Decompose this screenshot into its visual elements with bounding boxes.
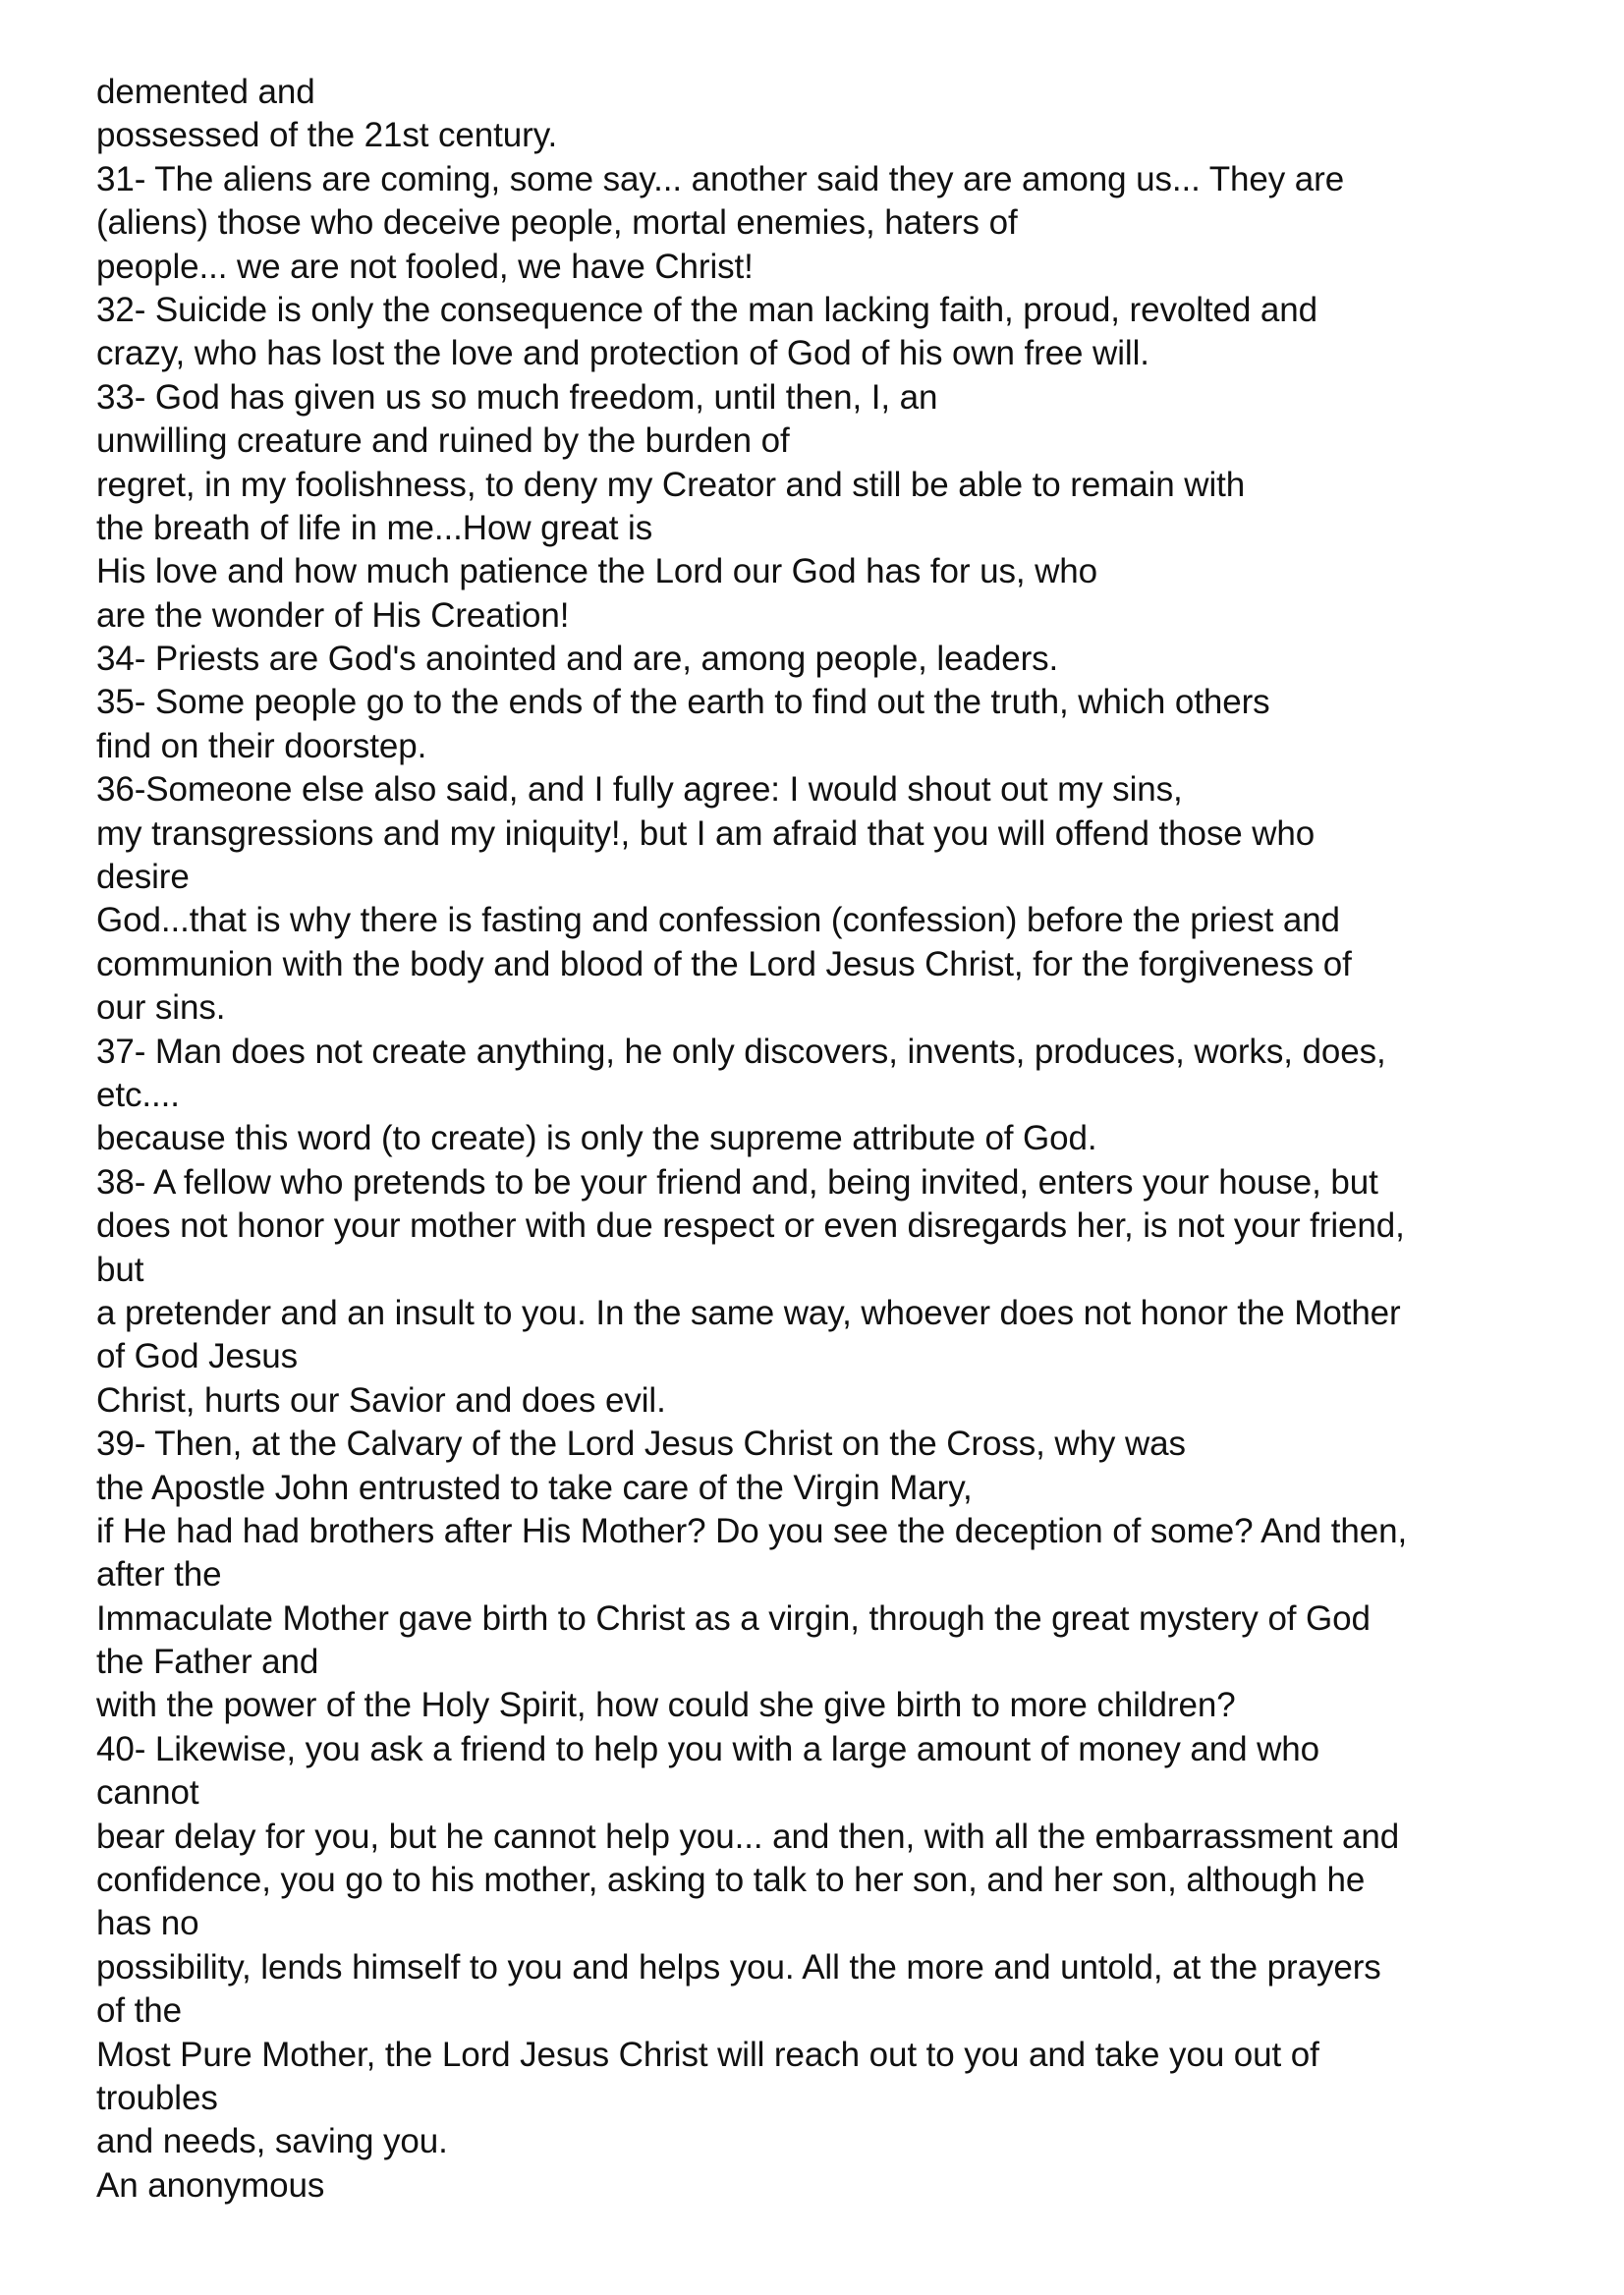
text-line: 37- Man does not create anything, he only discovers, invents, produces, works, does, (96, 1032, 1386, 1071)
text-line: a pretender and an insult to you. In the same way, whoever does not honor the Mother (96, 1293, 1401, 1332)
text-line: find on their doorstep. (96, 726, 427, 765)
text-line: possessed of the 21st century. (96, 116, 558, 155)
text-line: communion with the body and blood of the Lord Jesus Christ, for the forgiveness of (96, 944, 1352, 983)
text-line: does not honor your mother with due respect or even disregards her, is not your friend, (96, 1206, 1405, 1246)
text-line: Most Pure Mother, the Lord Jesus Christ will reach out to you and take you out of (96, 2035, 1319, 2074)
text-line: 33- God has given us so much freedom, until then, I, an (96, 377, 938, 417)
text-line: possibility, lends himself to you and helps you. All the more and untold, at the prayers (96, 1947, 1381, 1987)
text-line: 36-Someone else also said, and I fully agree: I would shout out my sins, (96, 770, 1183, 810)
text-line: 40- Likewise, you ask a friend to help you with a large amount of money and who (96, 1729, 1320, 1768)
text-line: 39- Then, at the Calvary of the Lord Jesus Christ on the Cross, why was (96, 1425, 1186, 1464)
text-line: bear delay for you, but he cannot help you... and then, with all the embarrassment and (96, 1817, 1400, 1856)
text-line: are the wonder of His Creation! (96, 595, 570, 635)
text-line: His love and how much patience the Lord our God has for us, who (96, 552, 1098, 591)
text-line: 34- Priests are God's anointed and are, among people, leaders. (96, 640, 1059, 679)
text-line: 31- The aliens are coming, some say... another said they are among us... They are (96, 159, 1345, 198)
text-line: the Father and (96, 1643, 319, 1682)
text-line: God...that is why there is fasting and confession (confession) before the priest and (96, 901, 1340, 940)
text-line: and needs, saving you. (96, 2122, 448, 2161)
text-line: Christ, hurts our Savior and does evil. (96, 1380, 666, 1420)
text-line: 38- A fellow who pretends to be your friend and, being invited, enters your house, but (96, 1162, 1378, 1202)
text-line: desire (96, 858, 190, 897)
text-line: but (96, 1250, 144, 1289)
text-line: crazy, who has lost the love and protection of God of his own free will. (96, 334, 1149, 373)
text-line: of the (96, 1991, 182, 2031)
text-line: confidence, you go to his mother, asking to talk to her son, and her son, although he (96, 1861, 1366, 1900)
text-line: with the power of the Holy Spirit, how could she give birth to more children? (96, 1686, 1236, 1725)
text-line: the breath of life in me...How great is (96, 508, 653, 547)
text-line: demented and (96, 73, 315, 111)
text-line: has no (96, 1904, 199, 1943)
text-line: our sins. (96, 988, 226, 1028)
text-line: 32- Suicide is only the consequence of the man lacking faith, proud, revolted and (96, 290, 1317, 329)
document-body (96, 71, 1570, 2208)
text-line: Immaculate Mother gave birth to Christ as a virgin, through the great mystery of God (96, 1598, 1371, 1638)
text-line: cannot (96, 1773, 199, 1813)
text-line: my transgressions and my iniquity!, but I am afraid that you will offend those who (96, 813, 1316, 853)
text-line: troubles (96, 2078, 218, 2117)
text-line: the Apostle John entrusted to take care of the Virgin Mary, (96, 1468, 973, 1507)
text-line: if He had had brothers after His Mother? Do you see the deception of some? And then, (96, 1511, 1408, 1550)
text-line: people... we are not fooled, we have Christ! (96, 247, 754, 286)
text-line: because this word (to create) is only the supreme attribute of God. (96, 1119, 1097, 1158)
text-line: unwilling creature and ruined by the burden of (96, 421, 790, 461)
text-line: etc.... (96, 1075, 180, 1114)
text-line: (aliens) those who deceive people, mortal enemies, haters of (96, 203, 1018, 243)
text-line: of God Jesus (96, 1337, 299, 1376)
text-line: after the (96, 1555, 222, 1595)
text-line: 35- Some people go to the ends of the earth to find out the truth, which others (96, 683, 1270, 722)
text-line: regret, in my foolishness, to deny my Creator and still be able to remain with (96, 465, 1246, 504)
text-line: An anonymous (96, 2165, 325, 2205)
